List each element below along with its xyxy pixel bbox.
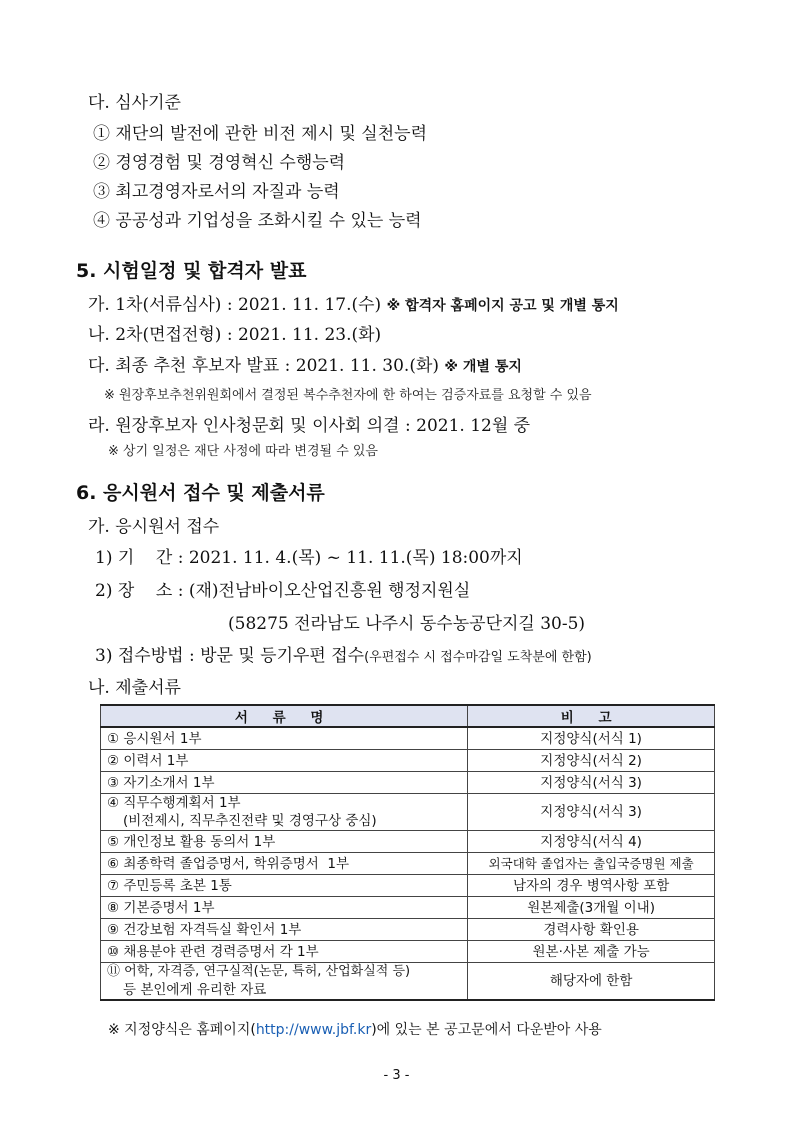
table-row xyxy=(101,919,715,941)
table-row xyxy=(101,963,715,1001)
doc-name: ⑧ 기본증명서 1부 xyxy=(101,897,468,919)
doc-name: ⑥ 최종학력 졸업증명서, 학위증명서 1부 xyxy=(101,853,468,875)
schedule-final-text: 다. 최종 추천 후보자 발표 : 2021. 11. 30.(화) xyxy=(88,356,440,376)
schedule-final xyxy=(88,355,522,378)
schedule-first-round xyxy=(88,294,619,317)
homepage-link[interactable]: http://www.jbf.kr xyxy=(255,1022,372,1038)
application-period: 1) 기 간 : 2021. 11. 4.(목) ~ 11. 11.(목) 18:00까지 xyxy=(95,548,523,568)
table-row xyxy=(101,727,715,750)
doc-note: 지정양식(서식 2) xyxy=(468,750,715,772)
section6-heading: 6. 응시원서 접수 및 제출서류 xyxy=(76,482,325,504)
criteria-item-3: ③ 최고경영자로서의 자질과 능력 xyxy=(93,182,340,202)
criteria-item-4: ④ 공공성과 기업성을 조화시킬 수 있는 능력 xyxy=(93,211,422,231)
schedule-first-round-text: 가. 1차(서류심사) : 2021. 11. 17.(수) xyxy=(88,295,382,315)
documents-title: 나. 제출서류 xyxy=(88,678,181,698)
application-method-note: (우편접수 시 접수마감일 도착분에 한함) xyxy=(364,650,592,665)
doc-note: 지정양식(서식 3) xyxy=(468,794,715,831)
schedule-final-subnote: ※ 원장후보추천위원회에서 결정된 복수추천자에 한 하여는 검증자료를 요청할 수 있음 xyxy=(104,388,592,403)
header-remarks: 비 고 xyxy=(468,705,715,727)
form-download-note xyxy=(108,1019,602,1041)
doc-note: 남자의 경우 병역사항 포함 xyxy=(468,875,715,897)
section5-heading: 5. 시험일정 및 합격자 발표 xyxy=(76,260,307,282)
doc-name: ⑤ 개인정보 활용 동의서 1부 xyxy=(101,831,468,853)
table-header-row xyxy=(101,705,715,727)
doc-name: ② 이력서 1부 xyxy=(101,750,468,772)
schedule-final-note: ※ 개별 통지 xyxy=(444,359,522,375)
doc-name-detail: 등 본인에게 유리한 자료 xyxy=(123,982,267,998)
table-row xyxy=(101,772,715,794)
criteria-item-1: ① 재단의 발전에 관한 비전 제시 및 실천능력 xyxy=(93,124,428,144)
doc-name-multiline xyxy=(101,963,468,1001)
form-download-suffix: )에 있는 본 공고문에서 다운받아 사용 xyxy=(371,1022,602,1038)
doc-note: 지정양식(서식 1) xyxy=(468,727,715,750)
application-method xyxy=(95,645,592,669)
table-row xyxy=(101,853,715,875)
table-row xyxy=(101,794,715,831)
schedule-hearing: 라. 원장후보자 인사청문회 및 이사회 의결 : 2021. 12월 중 xyxy=(88,416,531,436)
application-address: (58275 전라남도 나주시 동수농공단지길 30-5) xyxy=(228,614,586,634)
schedule-change-note: ※ 상기 일정은 재단 사정에 따라 변경될 수 있음 xyxy=(108,444,378,459)
application-title: 가. 응시원서 접수 xyxy=(88,517,220,537)
doc-name-multiline xyxy=(101,794,468,831)
page-number: - 3 - xyxy=(383,1068,410,1083)
doc-note: 지정양식(서식 3) xyxy=(468,772,715,794)
doc-name: ⑩ 채용분야 관련 경력증명서 각 1부 xyxy=(101,941,468,963)
documents-table xyxy=(100,704,715,1001)
doc-note: 원본·사본 제출 가능 xyxy=(468,941,715,963)
form-download-prefix: ※ 지정양식은 홈페이지( xyxy=(108,1022,256,1038)
header-doc-name: 서 류 명 xyxy=(101,705,468,727)
application-place: 2) 장 소 : (재)전남바이오산업진흥원 행정지원실 xyxy=(95,581,471,601)
table-row xyxy=(101,897,715,919)
application-method-text: 3) 접수방법 : 방문 및 등기우편 접수 xyxy=(95,646,365,666)
schedule-first-round-note: ※ 합격자 홈페이지 공고 및 개별 통지 xyxy=(386,298,619,314)
doc-name: ④ 직무수행계획서 1부 xyxy=(107,795,241,811)
table-row xyxy=(101,750,715,772)
table-row xyxy=(101,941,715,963)
doc-name: ⑨ 건강보험 자격득실 확인서 1부 xyxy=(101,919,468,941)
doc-note: 해당자에 한함 xyxy=(468,963,715,1001)
doc-name-detail: (비전제시, 직무추진전략 및 경영구상 중심) xyxy=(123,813,377,829)
doc-name: ⑪ 어학, 자격증, 연구실적(논문, 특허, 산업화실적 등) xyxy=(107,964,411,979)
doc-note: 외국대학 졸업자는 출입국증명원 제출 xyxy=(468,853,715,875)
doc-name: ① 응시원서 1부 xyxy=(101,727,468,750)
schedule-second-round: 나. 2차(면접전형) : 2021. 11. 23.(화) xyxy=(88,325,382,345)
table-row xyxy=(101,875,715,897)
doc-note: 경력사항 확인용 xyxy=(468,919,715,941)
doc-note: 지정양식(서식 4) xyxy=(468,831,715,853)
criteria-item-2: ② 경영경험 및 경영혁신 수행능력 xyxy=(93,153,346,173)
doc-name: ③ 자기소개서 1부 xyxy=(101,772,468,794)
doc-name: ⑦ 주민등록 초본 1통 xyxy=(101,875,468,897)
doc-note: 원본제출(3개월 이내) xyxy=(468,897,715,919)
table-row xyxy=(101,831,715,853)
criteria-title: 다. 심사기준 xyxy=(88,93,181,113)
